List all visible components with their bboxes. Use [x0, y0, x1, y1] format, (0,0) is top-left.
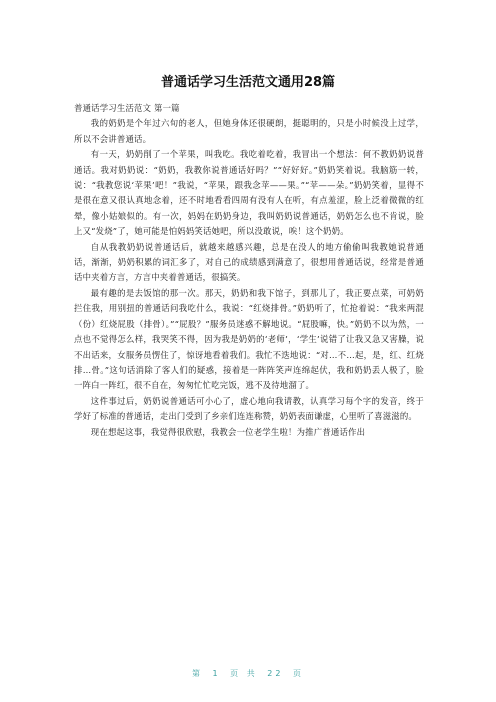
document-body: [74, 101, 424, 440]
footer-prefix: 第: [191, 669, 203, 678]
paragraph: 有一天，奶奶削了一个苹果，叫我吃。我吃着吃着，我冒出一个想法：何不教奶奶说普通话。我对奶奶说：“奶奶，我教你说普通话好吗？”“好好好。”奶奶笑着说。我脑筋一转，说：“我教您说‘苹果’吧！”我说，“苹果，跟我念苹——果。”“苹——朵。”奶奶笑着，显得不是很在意又很认真地念着，还不时地看看四周有没有人在听，有点羞涩，脸上泛着微微的红晕，像小姑娘似的。有一次，妈妈在奶奶身边，我叫奶奶说普通话，奶奶怎么也不肯说，脸上又“发烧”了，她可能是怕妈妈笑话她吧，所以没敢说，唉！这个奶奶。: [74, 149, 424, 237]
paragraph: 这件事过后，奶奶说普通话可小心了，虚心地向我请教，认真学习每个字的发音，终于学好了标准的普通话，走出门受到了乡亲们连连称赞，奶奶表面谦虚，心里听了喜滋滋的。: [74, 395, 424, 422]
footer-separator: 页 共: [230, 669, 258, 678]
paragraph: 最有趣的是去饭馆的那一次。那天，奶奶和我下馆子，到那儿了，我正要点菜，可奶奶拦住我，用别扭的普通话问我吃什么，我说：“红烧排骨。”奶奶听了，忙抢着说：“我来两混（份）红烧屁股（排骨）。”“屁股？”服务员迷惑不解地说。“屁股嘛，快。”奶奶不以为然，一点也不觉得怎么样，我哭笑不得，因为我是奶奶的‘老师’，‘学生’说错了让我又急又害臊，说不出话来，女服务员愣住了，惊讶地看着我们。我忙不迭地说：“对…不…起，是，红、红烧排…骨。”这句话消除了客人们的疑惑，接着是一阵阵笑声连绵起伏，我和奶奶丢人极了，脸一阵白一阵红，很不自在，匆匆忙忙吃完饭，逃不及待地溜了。: [74, 287, 424, 391]
document-title: 普通话学习生活范文通用28篇: [160, 75, 336, 90]
section-heading: 普通话学习生活范文 第一篇: [74, 103, 180, 113]
paragraph: 我的奶奶是个年过六旬的老人，但她身体还很硬朗，挺聪明的，只是小时候没上过学，所以不会讲普通话。: [74, 118, 424, 144]
footer-total-pages: 22: [267, 669, 284, 678]
footer-suffix: 页: [293, 669, 304, 678]
paragraph: 现在想起这事，我觉得很欣慰，我教会一位老学生啦！为推广普通话作出: [90, 426, 366, 437]
footer-current-page: 1: [212, 669, 221, 678]
page-footer: [0, 669, 496, 679]
paragraph: 自从我教奶奶说普通话后，就越来越感兴趣，总是在没人的地方偷偷叫我教她说普通话，渐渐，奶奶积累的词汇多了，对自己的成绩感到满意了，很想用普通话说，经常是普通话中夹着方言，方言中夹着普通话，很搞笑。: [74, 241, 424, 283]
